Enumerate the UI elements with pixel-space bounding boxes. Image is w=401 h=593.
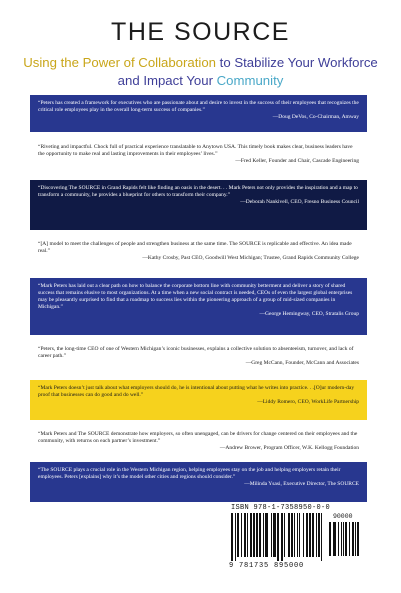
price-code: 90000: [333, 513, 353, 520]
barcode-bar: [341, 522, 342, 556]
isbn-label: ISBN 978-1-7358950-0-0: [231, 504, 331, 512]
barcode-bar: [321, 513, 322, 561]
barcode-bar: [263, 513, 264, 557]
barcode-bar: [329, 522, 331, 556]
quote-text: “Mark Peters doesn’t just talk about what employers should do, he is intentional about putting what he writes into practice. . .[O]ur modern-day proof that businesses can do good and do well.”: [38, 385, 355, 398]
quote-text: “Peters has created a framework for executives who are passionate about and desire to invest in the success of their employees that recognizes the critical role employees play in the overall long-term success of companies.”: [38, 100, 359, 113]
barcode-bar: [241, 513, 242, 557]
quote-attribution: —Greg McCann, Founder, McCann and Associates: [245, 360, 359, 366]
barcode-bar: [284, 513, 285, 557]
barcode-bar: [294, 513, 295, 557]
barcode-bar: [253, 513, 255, 557]
quote-text: “Discovering The SOURCE in Grand Rapids felt like finding an oasis in the desert. . . Mark Peters not only provides the inspiration and a map to transform a community, he provides a blueprint for others to transform their company.”: [38, 185, 358, 198]
subtitle-part-4: Community: [216, 73, 284, 88]
barcode-bar: [291, 513, 293, 557]
barcode-bar: [273, 513, 276, 557]
quote-attribution: —Doug DeVos, Co-Chairman, Amway: [272, 114, 359, 120]
endorsement-quote-3: [30, 180, 367, 230]
quote-text: “Peters, the long-time CEO of one of Western Michigan’s iconic businesses, explains a collective solution to absenteeism, turnover, and lack of career path.”: [38, 346, 354, 359]
barcode-bar: [250, 513, 252, 557]
isbn-barcode: [227, 503, 369, 573]
quote-attribution: —Fred Keller, Founder and Chair, Cascade Engineering: [235, 158, 359, 164]
barcode-bar: [231, 513, 233, 561]
barcode-bars: [231, 513, 323, 561]
price-barcode-bars: [329, 522, 363, 560]
barcode-bar: [256, 513, 258, 557]
quote-attribution: —Liddy Romero, CEO, WorkLife Partnership: [257, 399, 359, 405]
barcode-bar: [352, 522, 354, 556]
endorsement-quote-9: [30, 462, 367, 502]
barcode-bar: [237, 513, 239, 557]
barcode-bar: [271, 513, 272, 557]
barcode-bar: [281, 513, 283, 561]
quote-text: “Mark Peters has laid out a clear path on how to balance the corporate bottom line with community betterment and deliver a story of shared success that remains elusive to most organizations. At a time when a new social contract is needed, CEOs of even the largest global enterprises may be pleasantly surprised to find that a roadmap to success lies within the pioneering approach of a group of mid-sized companies in Michigan.”: [38, 283, 353, 310]
barcode-bar: [343, 522, 344, 556]
endorsement-quote-6: [30, 341, 367, 374]
quote-text: “Mark Peters and The SOURCE demonstrate how employers, so often unengaged, can be drivers for change centered on their employees and the community, with returns on each partner’s investment.”: [38, 431, 358, 444]
barcode-bar: [357, 522, 359, 556]
barcode-bar: [349, 522, 350, 556]
subtitle-part-1: Using the Power of Collaboration: [23, 55, 217, 70]
barcode-bar: [235, 513, 236, 561]
barcode-bar: [312, 513, 314, 557]
barcode-bar: [345, 522, 347, 556]
subtitle-part-3: and Impact Your: [117, 73, 217, 88]
barcode-bar: [244, 513, 246, 557]
barcode-digits: 9 781735 895000: [229, 562, 305, 570]
barcode-bar: [303, 513, 304, 557]
endorsement-quote-7: [30, 380, 367, 420]
quote-text: “[A] model to meet the challenges of people and strengthen business at the same time. The SOURCE is replicable and effective. An idea made real.”: [38, 241, 352, 254]
barcode-bar: [318, 513, 320, 557]
endorsement-quote-5: [30, 278, 367, 335]
endorsement-quote-2: [30, 139, 367, 179]
subtitle-part-2: to Stabilize Your Workforce: [216, 55, 378, 70]
barcode-bar: [247, 513, 248, 557]
barcode-bar: [306, 513, 308, 557]
barcode-bar: [297, 513, 298, 557]
book-title: THE SOURCE: [111, 18, 290, 46]
quote-text: “Riveting and impactful. Chock full of practical experience translatable to Anytown USA. This timely book makes clear, business leaders have the opportunity to make real and lasting improvements in their employees’ lives.”: [38, 144, 353, 157]
endorsement-quote-8: [30, 426, 367, 459]
barcode-bar: [355, 522, 356, 556]
quote-attribution: —Kathy Crosby, Past CEO, Goodwill West Michigan; Trustee, Grand Rapids Community College: [142, 255, 359, 261]
quote-attribution: —Deborah Nankivell, CEO, Fresno Business Council: [240, 199, 359, 205]
barcode-bar: [299, 513, 300, 557]
barcode-bar: [288, 513, 290, 557]
quote-attribution: —Andrew Brower, Program Officer, W.K. Kellogg Foundation: [219, 445, 359, 451]
barcode-bar: [277, 513, 279, 561]
barcode-bar: [316, 513, 317, 557]
barcode-bar: [309, 513, 311, 557]
quote-attribution: —Milinda Ysasi, Executive Director, The SOURCE: [244, 481, 359, 487]
quote-text: “The SOURCE plays a crucial role in the Western Michigan region, helping employees stay on the job and helping employers retain their employees. Peters [explains] why it’s the model other cities and regions should consider.”: [38, 467, 341, 480]
barcode-bar: [333, 522, 336, 556]
barcode-bar: [265, 513, 268, 557]
endorsement-quote-1: [30, 95, 367, 132]
barcode-bar: [338, 522, 339, 556]
barcode-bar: [259, 513, 261, 557]
endorsement-quote-4: [30, 236, 367, 271]
book-subtitle: [20, 54, 381, 90]
quote-attribution: —George Hemingway, CEO, Stratalis Group: [259, 311, 359, 317]
